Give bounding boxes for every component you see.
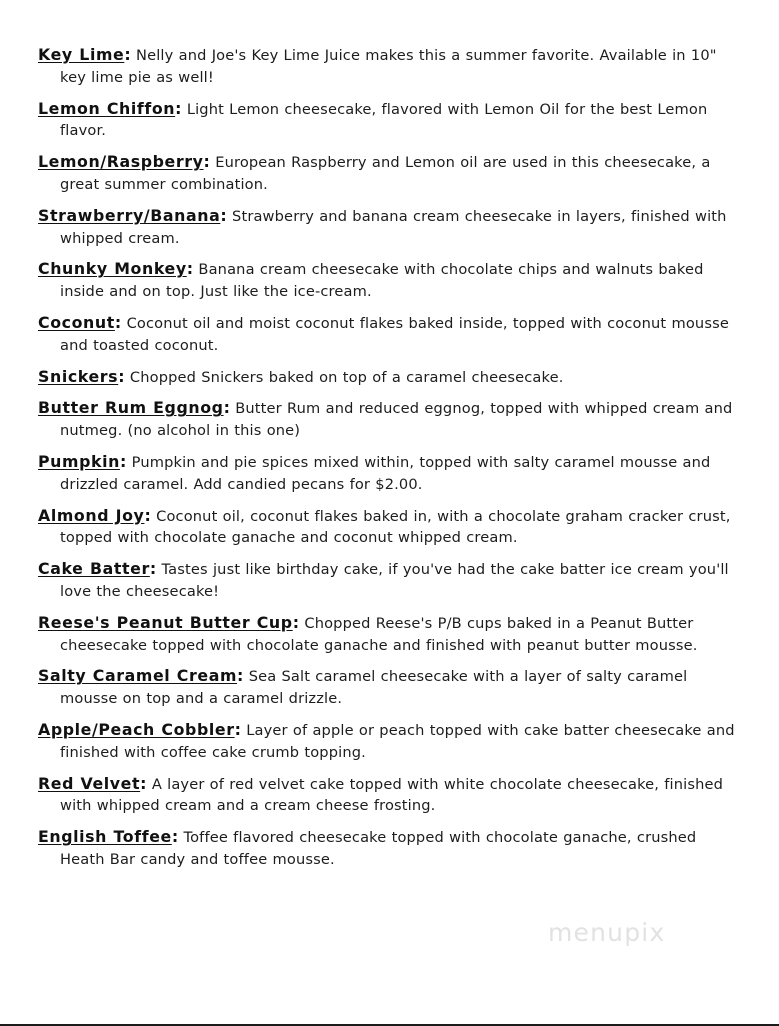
menu-item-separator: :	[114, 312, 122, 332]
menu-item-description: Light Lemon cheesecake, flavored with Lemon Oil for the best Lemon flavor.	[60, 100, 708, 140]
menu-item-separator: :	[119, 451, 127, 471]
menu-item-separator: :	[234, 719, 242, 739]
menu-item-name: Lemon/Raspberry	[38, 152, 204, 172]
menu-item-separator: :	[203, 152, 211, 172]
menu-item	[38, 258, 744, 303]
menu-item-name: Red Velvet	[38, 773, 141, 793]
menu-item-description: Banana cream cheesecake with chocolate chips and walnuts baked inside and on top. Just like the ice-cream.	[60, 261, 704, 301]
menu-item-separator: :	[171, 827, 179, 847]
menu-item	[38, 505, 744, 550]
menu-item-description: Chopped Snickers baked on top of a caramel cheesecake.	[129, 368, 564, 386]
menu-item-name: Apple/Peach Cobbler	[38, 719, 235, 739]
menu-item-name: Coconut	[38, 312, 115, 332]
menu-item-name: Snickers	[38, 366, 119, 386]
menu-item-description: Pumpkin and pie spices mixed within, topped with salty caramel mousse and drizzled caramel. Add candied pecans for $2.00.	[60, 453, 711, 493]
menu-item-separator: :	[124, 45, 131, 64]
menu-item-description: Layer of apple or peach topped with cake batter cheesecake and finished with coffee cake crumb topping.	[60, 721, 735, 761]
menu-item	[38, 451, 744, 496]
menu-item-description: European Raspberry and Lemon oil are used in this cheesecake, a great summer combination.	[60, 154, 711, 193]
menu-item-name: Key Lime	[38, 45, 125, 64]
menu-item-description: A layer of red velvet cake topped with white chocolate cheesecake, finished with whipped cream and a cream cheese frosting.	[60, 775, 724, 815]
menu-item-name: Butter Rum Eggnog	[38, 398, 224, 418]
menu-item-description: Chopped Reese's P/B cups baked in a Peanut Butter cheesecake topped with chocolate ganache and finished with peanut butter mousse.	[60, 614, 698, 654]
menu-item-separator: :	[186, 259, 194, 279]
menu-item	[38, 719, 744, 764]
menu-item-name: Reese's Peanut Butter Cup	[38, 612, 293, 632]
menu-item-description: Strawberry and banana cream cheesecake in layers, finished with whipped cream.	[60, 207, 727, 247]
menu-item	[38, 44, 744, 89]
menu-item	[38, 826, 744, 871]
menu-item-name: Salty Caramel Cream	[38, 666, 238, 686]
menu-item-separator: :	[223, 398, 231, 418]
menu-item-name: Chunky Monkey	[38, 259, 187, 279]
menu-item-name: Cake Batter	[38, 559, 150, 579]
menu-item	[38, 366, 744, 389]
menu-item-separator: :	[220, 205, 227, 225]
menu-item-separator: :	[140, 773, 147, 793]
menu-item-description: Nelly and Joe's Key Lime Juice makes this a summer favorite. Available in 10" key lime pie as well!	[60, 47, 717, 86]
menu-item-separator: :	[292, 612, 300, 632]
menu-item-separator: :	[237, 666, 244, 686]
menu-item-separator: :	[175, 98, 182, 118]
menu-item	[38, 312, 744, 357]
menu-item-separator: :	[118, 366, 125, 386]
menu-item-name: English Toffee	[38, 827, 172, 847]
menu-item-name: Lemon Chiffon	[38, 98, 176, 118]
menu-item-separator: :	[149, 559, 157, 579]
menu-item-description: Tastes just like birthday cake, if you've had the cake batter ice cream you'll love the cheesecake!	[60, 561, 729, 600]
menupix-watermark: menupix	[548, 918, 666, 947]
menu-item-name: Almond Joy	[38, 505, 145, 525]
menu-item	[38, 151, 744, 196]
menu-item-description: Sea Salt caramel cheesecake with a layer of salty caramel mousse on top and a caramel drizzle.	[60, 668, 688, 708]
menu-item	[38, 773, 744, 818]
menu-item	[38, 612, 744, 657]
menu-item-description: Toffee flavored cheesecake topped with chocolate ganache, crushed Heath Bar candy and toffee mousse.	[60, 829, 697, 868]
menu-item	[38, 98, 744, 143]
cheesecake-flavor-list	[38, 44, 744, 880]
menu-item-separator: :	[144, 505, 151, 525]
menu-item-description: Coconut oil and moist coconut flakes baked inside, topped with coconut mousse and toasted coconut.	[60, 314, 729, 354]
menu-item-name: Pumpkin	[38, 451, 120, 471]
menu-item-name: Strawberry/Banana	[38, 205, 221, 225]
menu-item-description: Butter Rum and reduced eggnog, topped with whipped cream and nutmeg. (no alcohol in this one)	[60, 400, 733, 440]
menu-item	[38, 665, 744, 710]
menu-item	[38, 397, 744, 442]
menu-item	[38, 558, 744, 603]
menu-item-description: Coconut oil, coconut flakes baked in, with a chocolate graham cracker crust, topped with chocolate ganache and coconut whipped cream.	[60, 507, 731, 547]
menu-item	[38, 205, 744, 250]
